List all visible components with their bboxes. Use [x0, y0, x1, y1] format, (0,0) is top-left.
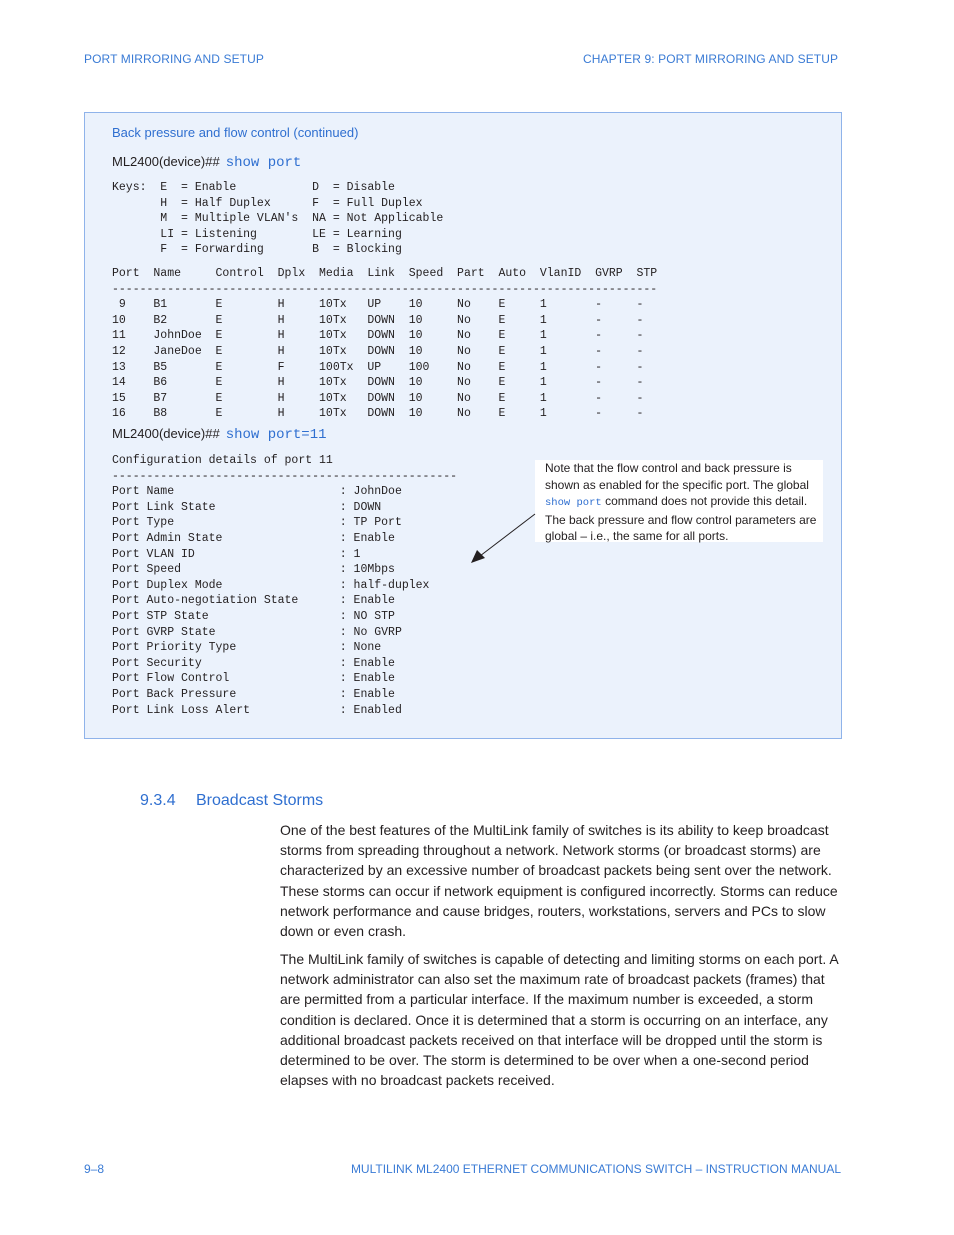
cli-command: show port=11	[225, 427, 327, 443]
body-paragraph-2: The MultiLink family of switches is capable of detecting and limiting storms on each port. A network administrator can also set the maximum rate of broadcast packets (frames) that are permitted from a particular interface. If the maximum number is exceeded, a storm condition is declared. Once it is determined that a storm is occurring on an interface, any additional broadcast packets received on that interface will be dropped until the storm is determined to be over. The storm is determined to be over when a one-second period elapses with no broadcast packets received.	[280, 951, 838, 1089]
callout-arrow-icon	[460, 505, 540, 567]
command-line-1	[112, 154, 301, 171]
body-paragraph-1: One of the best features of the MultiLink family of switches is its ability to keep broadcast storms from spreading throughout a network. Network storms (or broadcast storms) are characterized by an excessive number of broadcast packets being sent over the network. These storms can occur if network equipment is configured incorrectly. Storms can reduce network performance and cause bridges, routers, workstations, servers and PCs to slow down or even crash.	[280, 822, 838, 940]
cli-example-box	[84, 112, 842, 739]
section-title: Broadcast Storms	[196, 792, 324, 809]
port-table: Port Name Control Dplx Media Link Speed Part Auto VlanID GVRP STP ------------------------------------------------------------------------------- 9 B1 E H 10Tx UP 10 No E 1 - - 10 B2 E H 10Tx DOWN 10 No E 1 - - 11 JohnDoe E H 10Tx DOWN 10 No E 1 - - 12 JaneDoe E H 10Tx DOWN 10 No E 1 - - 13 B5 E F 100Tx UP 100 No E 1 - - 14 B6 E H 10Tx DOWN 10 No E 1 - - 15 B7 E H 10Tx DOWN 10 No E 1 - - 16 B8 E H 10Tx DOWN 10 No E 1 - -	[112, 267, 658, 421]
port-config-details: Configuration details of port 11 -------------------------------------------------- Port Name : JohnDoe Port Link State : DOWN Port Type : TP Port Port Admin State : Enable Port VLAN ID : 1 Port Speed : 10Mbps Port Duplex Mode : half-duplex Port Auto-negotiation State : Enable Port STP State : NO STP Port GVRP State : No GVRP Port Priority Type : None Port Security : Enable Port Flow Control : Enable Port Back Pressure : Enable Port Link Loss Alert : Enabled	[112, 454, 458, 717]
running-footer: MULTILINK ML2400 ETHERNET COMMUNICATIONS SWITCH – INSTRUCTION MANUAL	[350, 1162, 841, 1176]
page-number: 9–8	[84, 1162, 105, 1176]
cli-command: show port	[225, 155, 302, 171]
running-header-right: CHAPTER 9: PORT MIRRORING AND SETUP	[583, 52, 839, 66]
cli-prompt: ML2400(device)##	[112, 426, 220, 441]
command-line-2	[112, 426, 327, 443]
note-text-cont: command does not provide this detail. The back pressure and flow control parameters are global – i.e., the same for all ports.	[545, 494, 817, 544]
keys-legend: Keys: E = Enable D = Disable H = Half Duplex F = Full Duplex M = Multiple VLAN's NA = Not Applicable LI = Listening LE = Learning F = Forwarding B = Blocking	[112, 181, 444, 257]
running-header-left: PORT MIRRORING AND SETUP	[84, 52, 264, 66]
note-code: show port	[545, 497, 602, 510]
section-number: 9.3.4	[140, 792, 176, 809]
section-heading	[140, 792, 323, 810]
cli-prompt: ML2400(device)##	[112, 154, 220, 169]
note-text: Note that the flow control and back pressure is shown as enabled for the specific port. The global	[545, 461, 809, 492]
box-title: Back pressure and flow control (continued)	[112, 125, 359, 140]
callout-note	[535, 460, 823, 542]
